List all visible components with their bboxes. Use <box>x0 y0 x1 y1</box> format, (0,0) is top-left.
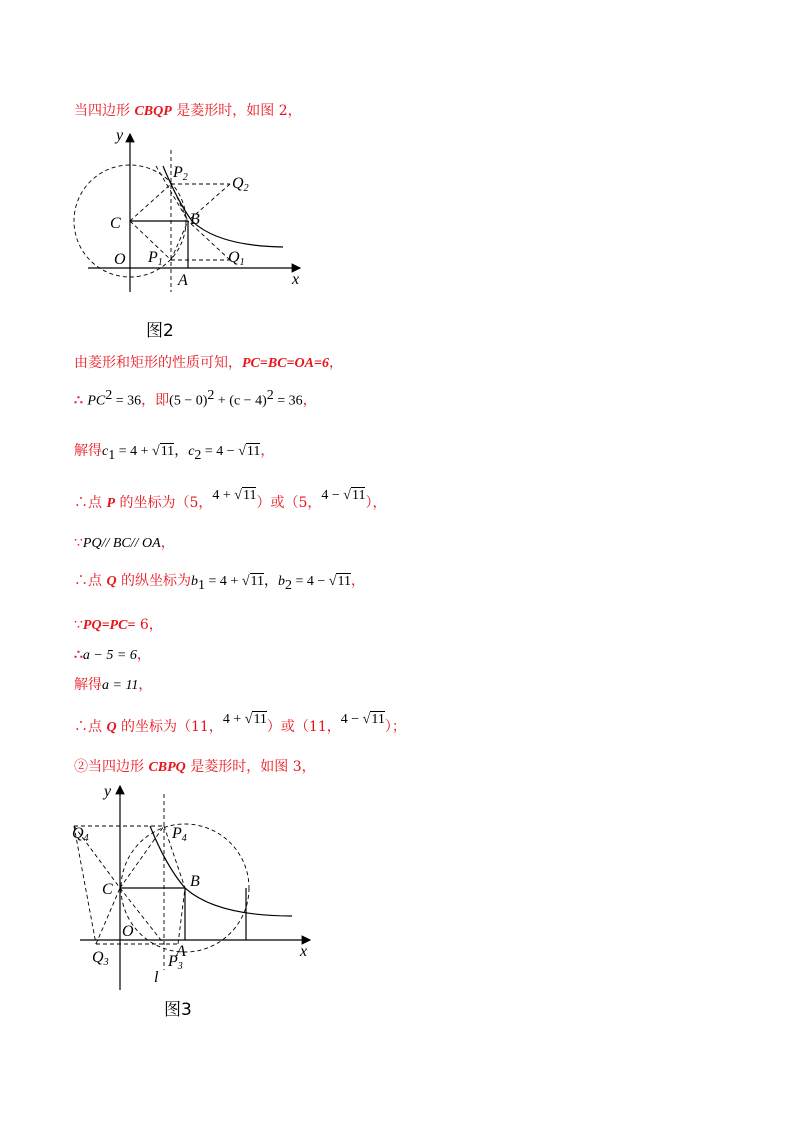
math-sqrt: 11 <box>351 488 366 503</box>
math-term: 4 + <box>222 712 245 727</box>
figure-3 <box>66 780 316 990</box>
label-O: O <box>122 923 134 940</box>
text-segment: ∵ <box>74 535 83 551</box>
math-sqrt: 11 <box>160 444 175 459</box>
math-term: = 4 + <box>115 444 153 459</box>
label-x: x <box>300 943 308 960</box>
text-segment: ∴点 <box>74 719 107 735</box>
text-segment: ∵ <box>74 617 83 633</box>
text-segment: ）或（5， <box>256 495 322 511</box>
variable: P <box>106 496 116 511</box>
figure-2-caption: 图2 <box>146 321 174 341</box>
text-segment: ， <box>350 573 365 589</box>
math-term: (5 − 0) <box>169 393 208 409</box>
label-Q4: Q4 <box>72 825 89 844</box>
text-segment: ，即 <box>141 392 170 409</box>
text-segment: ， <box>136 647 151 663</box>
text-line-1 <box>74 100 302 120</box>
math-sqrt: 11 <box>337 574 351 589</box>
label-l: l <box>154 969 159 986</box>
text-segment: ）或（11， <box>266 719 341 735</box>
math-term: = 36 <box>273 393 303 409</box>
label-y: y <box>104 783 112 800</box>
label-P1: P1 <box>148 249 163 268</box>
label-y: y <box>116 127 124 144</box>
quadrilateral-name: CBQP <box>134 104 172 119</box>
text-line-9 <box>74 644 151 664</box>
math-value: 4 − √11 <box>321 488 366 503</box>
text-line-4: 解得$c_1 = 4 + √11$，$c_2 = 4 - √11$， <box>74 443 275 463</box>
math-term: = 36 <box>112 393 142 409</box>
math-sqrt: 11 <box>246 444 261 459</box>
text-segment: ， <box>160 535 175 551</box>
math-expression: a − 5 = 6 <box>82 648 137 663</box>
math-sub: 1 <box>108 447 116 463</box>
text-line-2 <box>74 352 343 372</box>
math-sup: 2 <box>207 388 215 403</box>
math-sqrt: 11 <box>371 712 385 727</box>
label-P3: P3 <box>168 953 183 972</box>
text-segment: 是菱形时，如图 2， <box>171 103 302 119</box>
label-P2: P2 <box>173 164 188 183</box>
math-sqrt: 11 <box>250 574 264 589</box>
math-sub: 2 <box>194 447 202 463</box>
math-value: 4 + √11 <box>222 712 267 727</box>
math-term: = 4 − <box>201 444 239 459</box>
math-term: c <box>188 444 195 459</box>
text-segment: ∴点 <box>74 495 107 511</box>
text-segment: 是菱形时，如图 3， <box>185 759 316 775</box>
segment-P1B <box>171 221 188 260</box>
label-A: A <box>178 272 188 289</box>
math-sub: 2 <box>285 577 292 593</box>
text-segment: ）； <box>384 719 406 735</box>
segment-P3B <box>178 888 185 944</box>
text-line-6 <box>74 532 175 552</box>
math-term: b <box>191 574 199 589</box>
text-segment: 6， <box>135 617 163 633</box>
text-segment: ）， <box>365 495 387 511</box>
math-term: = 4 − <box>292 574 329 589</box>
equation: PQ=PC= <box>82 618 136 633</box>
math-expression: PQ// BC// OA <box>82 536 161 551</box>
text-segment: 的纵坐标为 <box>116 573 192 589</box>
text-segment: 解得 <box>74 677 102 693</box>
text-line-5 <box>74 488 387 512</box>
label-A: A <box>176 943 186 960</box>
math-term: PC <box>87 393 106 409</box>
therefore-symbol: ∴ <box>74 647 83 663</box>
text-segment: 由菱形和矩形的性质可知， <box>74 355 242 371</box>
text-segment: 的坐标为（5， <box>115 495 213 511</box>
segment-CP2 <box>130 184 171 221</box>
math-term: b <box>278 574 285 589</box>
label-Q2: Q2 <box>232 175 249 194</box>
math-term: 4 − <box>321 488 344 503</box>
text-segment: 解得 <box>74 443 102 459</box>
math-sqrt: 11 <box>253 712 267 727</box>
math-sup: 2 <box>105 388 113 403</box>
math-term: 4 + <box>212 488 235 503</box>
label-x: x <box>292 271 300 288</box>
math-term: + (c − 4) <box>214 393 267 409</box>
figure-3-caption: 图3 <box>164 1000 192 1020</box>
label-Q3: Q3 <box>92 949 109 968</box>
label-C: C <box>102 881 113 898</box>
text-line-7: ∴点 Q 的纵坐标为$b_1 = 4 + √11$，$b_2 = 4 - √11$， <box>74 573 365 593</box>
math-sub: 1 <box>198 577 206 593</box>
math-sqrt: 11 <box>242 488 257 503</box>
text-line-10 <box>74 674 152 694</box>
label-Q1: Q1 <box>228 249 245 268</box>
text-segment: ， <box>260 443 275 459</box>
label-C: C <box>110 215 121 232</box>
label-B: B <box>190 211 200 228</box>
text-line-3 <box>74 388 317 410</box>
math-sup: 2 <box>266 388 274 403</box>
math-value: 4 + √11 <box>212 488 257 503</box>
math-term: 4 − <box>340 712 363 727</box>
variable: Q <box>106 574 117 589</box>
math-term: ， <box>174 444 189 459</box>
text-segment: 的坐标为（11， <box>116 719 223 735</box>
text-line-12 <box>74 756 316 776</box>
figure-2 <box>68 122 308 292</box>
text-segment: 当四边形 <box>74 103 135 119</box>
label-O: O <box>114 251 126 268</box>
variable: Q <box>106 720 117 735</box>
math-term: c <box>102 444 109 459</box>
segment-CP4 <box>120 826 164 888</box>
equation: PC=BC=OA=6 <box>242 356 329 371</box>
label-P4: P4 <box>172 825 187 844</box>
text-line-11 <box>74 712 406 736</box>
text-segment: ， <box>328 355 343 371</box>
math-term: ， <box>264 574 278 589</box>
text-segment: ， <box>138 677 153 693</box>
quadrilateral-name: CBPQ <box>148 760 186 775</box>
text-line-8 <box>74 614 163 634</box>
math-value: 4 − √11 <box>340 712 385 727</box>
text-segment: ∴点 <box>74 573 107 589</box>
text-segment: ， <box>302 392 317 409</box>
math-term: = 4 + <box>205 574 242 589</box>
text-segment: ②当四边形 <box>74 759 149 775</box>
label-B: B <box>190 873 200 890</box>
math-expression: a = 11 <box>102 678 139 693</box>
therefore-symbol: ∴ <box>74 392 83 409</box>
